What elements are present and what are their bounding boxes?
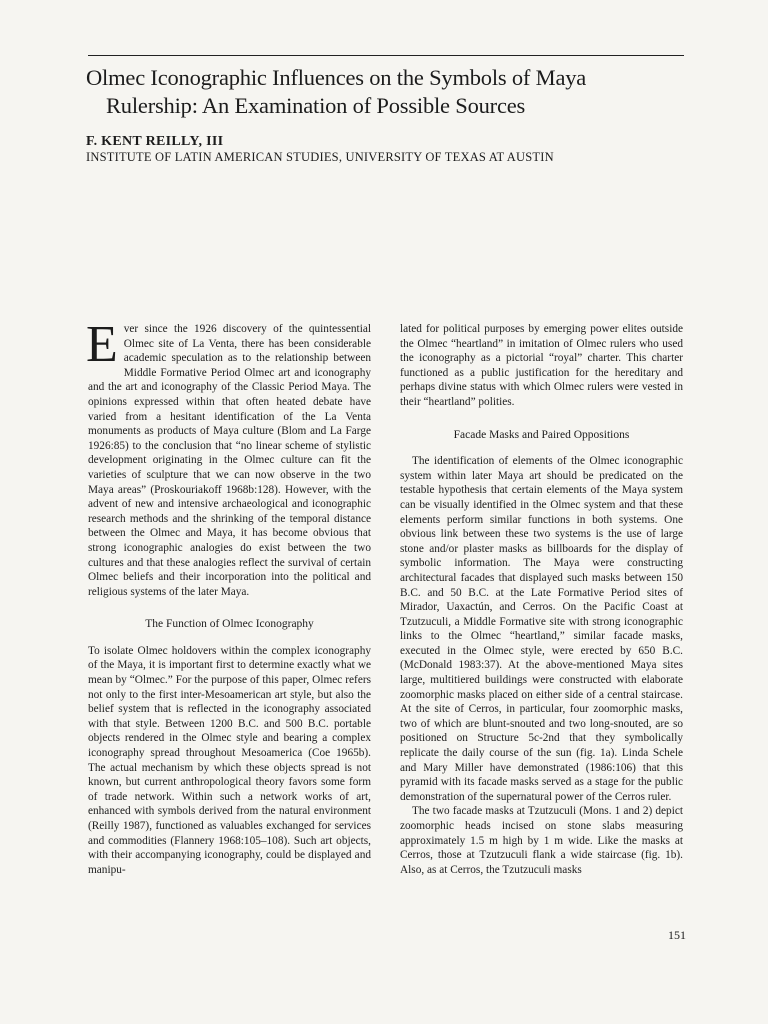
paragraph-facade-1: The identification of elements of the Olmec iconographic system within later Maya art should be predicated on the testable hypothesis that certain elements of the Maya system can be visually identified in the Olmec system and that these elements perform similar functions in both systems. One obvious link between these two systems is the use of large stone and/or plaster masks as billboards for the display of symbolic information. The Maya were constructing architectural facades that displayed such masks between 150 B.C. and 50 B.C. at the Late Formative Period sites of Mirador, Uaxactún, and Cerros. On the Pacific Coast at Tzutzuculi, a Middle Formative site with strong iconographic links to the Olmec “heartland,” similar facade masks, executed in the Olmec style, were erected by 650 B.C. (McDonald 1983:37). At the above-mentioned Maya sites large, multitiered buildings were constructed with elaborate zoomorphic masks placed on either side of a central staircase. At the site of Cerros, in particular, four zoomorphic masks, two of which are blunt-snouted and two long-snouted, are so positioned on Structure 5c-2nd that they symbolically replicate the daily course of the sun (fig. 1a). Linda Schele and Mary Miller have demonstrated (1986:106) that this pyramid with its facade masks served as a stage for the public demonstration of the supernatural power of the Cerros ruler. xyxy=(400,455,683,803)
paragraph-continued: lated for political purposes by emerging power elites outside the Olmec “heartland” in imitation of Olmec rulers who used the iconography as a pictorial “royal” charter. This charter functioned as a public justification for the hereditary and perhaps divine status with which Olmec rulers were vested in their “heartland” polities. xyxy=(400,323,683,408)
paragraph-facade-2: The two facade masks at Tzutzuculi (Mons. 1 and 2) depict zoomorphic heads incised on stone slabs measuring approximately 1.5 m high by 1 m wide. Like the masks at Cerros, those at Tzutzuculi flank a wide staircase (fig. 1b). Also, as at Cerros, the Tzutzuculi masks xyxy=(400,805,683,876)
paragraph-function: To isolate Olmec holdovers within the complex iconography of the Maya, it is important first to determine exactly what we mean by “Olmec.” For the purpose of this paper, Olmec refers not only to the first inter-Mesoamerican art style, but also the belief system that is reflected in the iconography associated with that style. Between 1200 B.C. and 500 B.C. portable objects rendered in the Olmec style and bearing a complex iconography spread throughout Mesoamerica (Coe 1965b). The actual mechanism by which these objects spread is not known, but current anthropological theory favors some form of trade network. Within such a network works of art, enhanced with symbols derived from the natural environment (Reilly 1987), functioned as valuables exchanged for services and commodities (Flannery 1968:105–108). Such art objects, with their accompanying iconography, could be displayed and manipu- xyxy=(88,644,371,876)
title-line-1: Olmec Iconographic Influences on the Symbols of Maya xyxy=(86,65,587,90)
left-column xyxy=(86,316,371,877)
author-affiliation: INSTITUTE OF LATIN AMERICAN STUDIES, UNIVERSITY OF TEXAS AT AUSTIN xyxy=(86,150,554,164)
top-rule xyxy=(88,55,684,56)
intro-paragraph xyxy=(86,316,371,599)
section-heading-function: The Function of Olmec Iconography xyxy=(145,618,314,631)
author-name: F. KENT REILLY, III xyxy=(86,134,224,149)
intro-text: ver since the 1926 discovery of the quintessential Olmec site of La Venta, there has been considerable academic speculation as to the relationship between Middle Formative Period Olmec art and iconography and the art and iconography of the Classic Period Maya. The opinions expressed within that often heated debate have varied from a hesitant identification of the La Venta monuments as products of Maya culture (Blom and La Farge 1926:85) to the conclusion that “no linear scheme of stylistic development originating in the Olmec culture can fit the varieties of sculpture that we can now observe in the two Maya areas” (Proskouriakoff 1968b:128). However, with the advent of new and intensive archaeological and iconographic research methods and the shrinking of the temporal distance between the Olmec and Maya, it has become obvious that strong iconographic analogies do exist between the two cultures and that these analogies reflect the survival of certain Olmec beliefs and their incorporation into the political and religious systems of the later Maya. xyxy=(88,323,371,598)
drop-cap: E xyxy=(86,316,118,373)
section-heading-facade: Facade Masks and Paired Oppositions xyxy=(453,428,630,441)
title-line-2: Rulership: An Examination of Possible Sources xyxy=(106,93,526,118)
article-title xyxy=(86,64,696,120)
page-number: 151 xyxy=(668,928,686,942)
right-column xyxy=(400,322,683,877)
